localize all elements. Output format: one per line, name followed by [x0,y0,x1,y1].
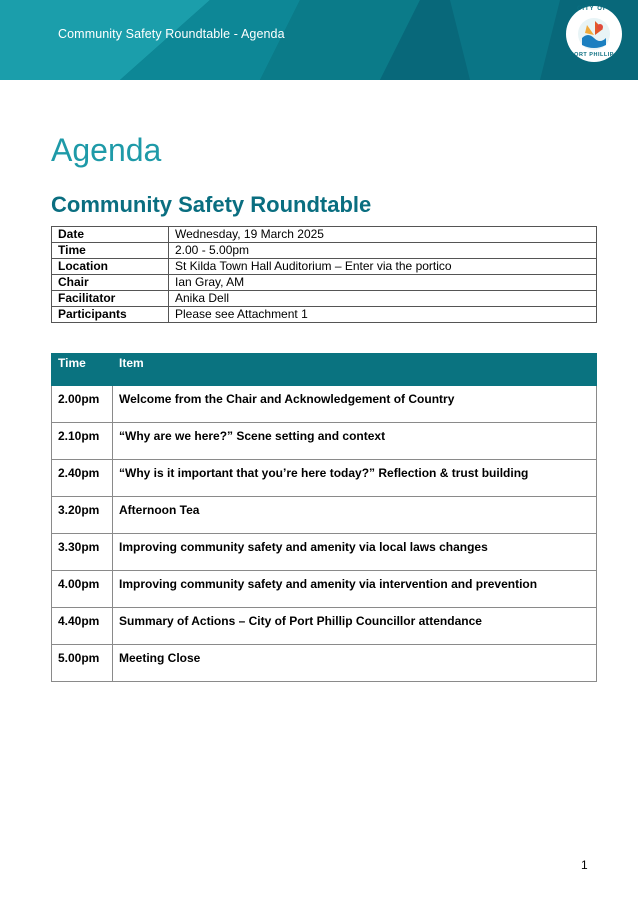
details-value: St Kilda Town Hall Auditorium – Enter via the portico [169,259,597,275]
logo-text-bottom: PORT PHILLIP [570,52,614,58]
details-row [52,227,597,243]
meeting-details-table [51,226,597,323]
schedule-time: 2.40pm [52,460,113,497]
schedule-item: “Why is it important that you’re here today?” Reflection & trust building [113,460,597,497]
schedule-row [52,645,597,682]
details-row [52,307,597,323]
details-row [52,243,597,259]
details-value: Anika Dell [169,291,597,307]
item-column-header: Item [113,354,597,386]
details-value: Please see Attachment 1 [169,307,597,323]
details-key: Participants [52,307,169,323]
agenda-schedule-table [51,353,597,682]
details-key: Chair [52,275,169,291]
schedule-time: 4.40pm [52,608,113,645]
schedule-item: Welcome from the Chair and Acknowledgement of Country [113,386,597,423]
logo-text-top: CITY OF [577,6,608,12]
page-number: 1 [581,858,588,872]
schedule-item: Improving community safety and amenity via intervention and prevention [113,571,597,608]
header-banner [0,0,638,80]
schedule-time: 2.10pm [52,423,113,460]
time-column-header: Time [52,354,113,386]
schedule-row [52,571,597,608]
schedule-item: Summary of Actions – City of Port Phillip Councillor attendance [113,608,597,645]
schedule-time: 4.00pm [52,571,113,608]
schedule-item: Meeting Close [113,645,597,682]
details-row [52,275,597,291]
schedule-header-row [52,354,597,386]
schedule-time: 3.30pm [52,534,113,571]
page-heading: Agenda [51,132,162,168]
meeting-title: Community Safety Roundtable [51,192,372,217]
details-key: Location [52,259,169,275]
header-title: Community Safety Roundtable - Agenda [58,27,285,41]
details-value: 2.00 - 5.00pm [169,243,597,259]
schedule-time: 5.00pm [52,645,113,682]
schedule-item: Improving community safety and amenity via local laws changes [113,534,597,571]
schedule-row [52,460,597,497]
schedule-time: 3.20pm [52,497,113,534]
schedule-row [52,534,597,571]
details-row [52,259,597,275]
schedule-row [52,423,597,460]
details-key: Facilitator [52,291,169,307]
schedule-row [52,497,597,534]
schedule-row [52,608,597,645]
details-value: Ian Gray, AM [169,275,597,291]
schedule-time: 2.00pm [52,386,113,423]
schedule-item: Afternoon Tea [113,497,597,534]
details-key: Date [52,227,169,243]
details-value: Wednesday, 19 March 2025 [169,227,597,243]
schedule-row [52,386,597,423]
details-key: Time [52,243,169,259]
details-row [52,291,597,307]
schedule-item: “Why are we here?” Scene setting and context [113,423,597,460]
